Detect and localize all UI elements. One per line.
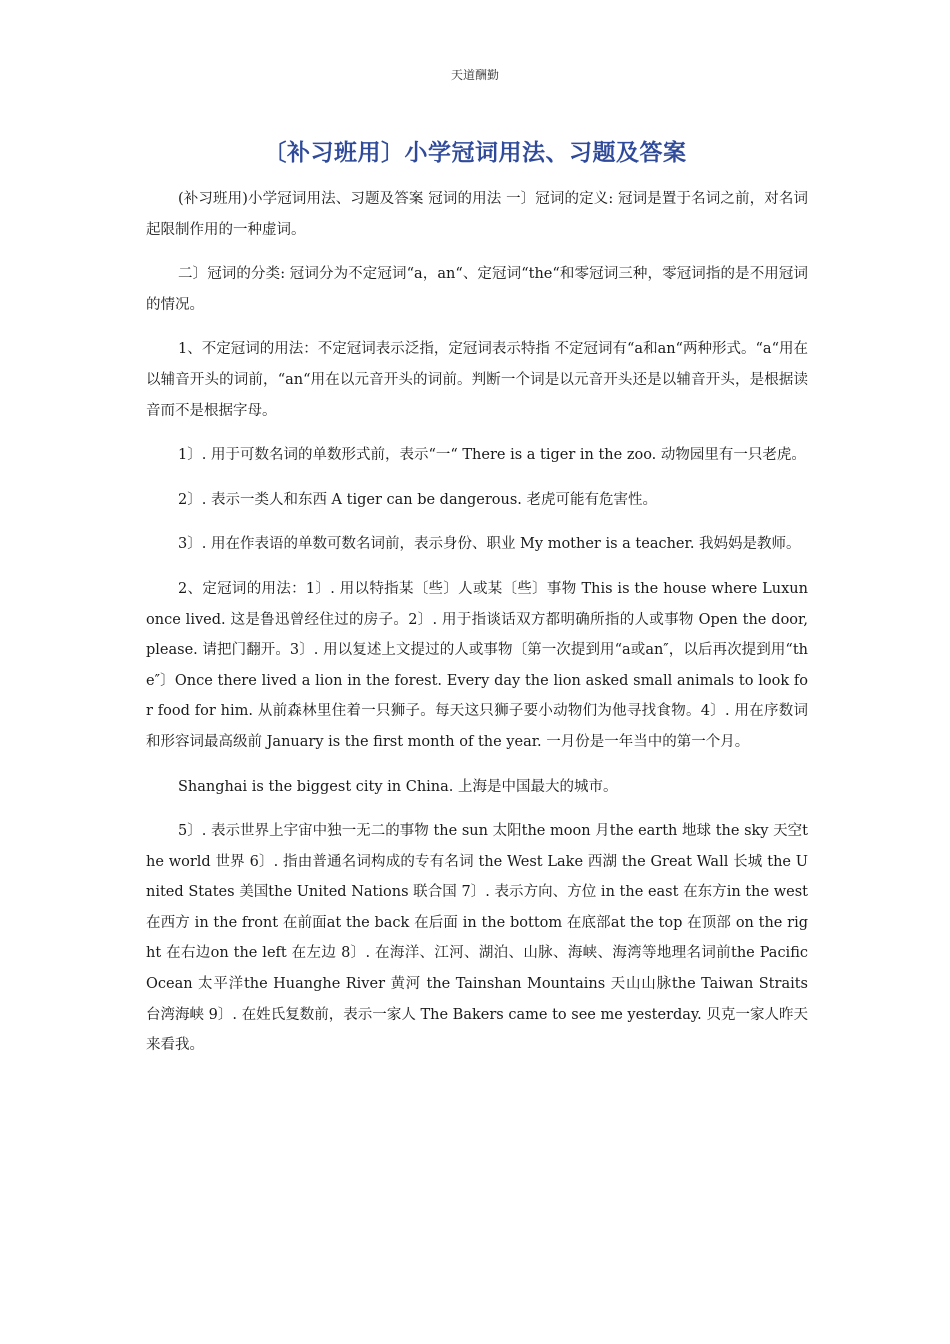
paragraph: 2〕. 表示一类人和东西 A tiger can be dangerous. 老虎可能有危害性。: [178, 491, 657, 508]
paragraph: (补习班用)小学冠词用法、习题及答案 冠词的用法 一〕冠词的定义: 冠词是置于名词之前，对名词起限制作用的一种虚词。: [146, 191, 808, 238]
page-header: 天道酬勤: [450, 68, 499, 82]
paragraph: 3〕. 用在作表语的单数可数名词前，表示身份、职业 My mother is a teacher. 我妈妈是教师。: [178, 536, 801, 553]
document-title: 〔补习班用〕小学冠词用法、习题及答案: [263, 140, 687, 166]
paragraph: 二〕冠词的分类: 冠词分为不定冠词“a，an“、定冠词“the“和零冠词三种，零冠词指的是不用冠词的情况。: [146, 266, 808, 313]
paragraph: 2、定冠词的用法：1〕. 用以特指某〔些〕人或某〔些〕事物 This is the house where Luxun once lived. 这是鲁迅曾经住过的房子。2〕. 用于指谈话双方都明确所指的人或事物 Open the door, please. 请把门翻开。3〕. 用以复述上文提过的人或事物〔第一次提到用“a或an″，以后再次提到用“the″〕Once there lived a lion in the forest. Every day the lion asked small animals to look for food for him. 从前森林里住着一只狮子。每天这只狮子要小动物们为他寻找食物。4〕. 用在序数词和形容词最高级前 January is the first month of the year. 一月份是一年当中的第一个月。: [146, 580, 808, 750]
paragraph: 1〕. 用于可数名词的单数形式前，表示“一“ There is a tiger in the zoo. 动物园里有一只老虎。: [178, 447, 806, 464]
paragraph: Shanghai is the biggest city in China. 上海是中国最大的城市。: [178, 778, 618, 795]
paragraph: 5〕. 表示世界上宇宙中独一无二的事物 the sun 太阳the moon 月the earth 地球 the sky 天空the world 世界 6〕. 指由普通名词构成的专有名词 the West Lake 西湖 the Great Wall 长城 the United States 美国the United Nations 联合国 7〕. 表示方向、方位 in the east 在东方in the west 在西方 in the front 在前面at the back 在后面 in the bottom 在底部at the top 在顶部 on the right 在右边on the left 在左边 8〕. 在海洋、江河、湖泊、山脉、海峡、海湾等地理名词前the Pacific Ocean 太平洋the Huanghe River 黄河 the Tainshan Mountains 天山山脉the Taiwan Straits 台湾海峡 9〕. 在姓氏复数前，表示一家人 The Bakers came to see me yesterday. 贝克一家人昨天来看我。: [146, 823, 808, 1054]
paragraph: 1、不定冠词的用法：不定冠词表示泛指，定冠词表示特指 不定冠词有“a和an“两种形式。“a“用在以辅音开头的词前，“an“用在以元音开头的词前。判断一个词是以元音开头还是以辅音开头，是根据读音而不是根据字母。: [146, 341, 808, 419]
document-body: [146, 184, 808, 1075]
